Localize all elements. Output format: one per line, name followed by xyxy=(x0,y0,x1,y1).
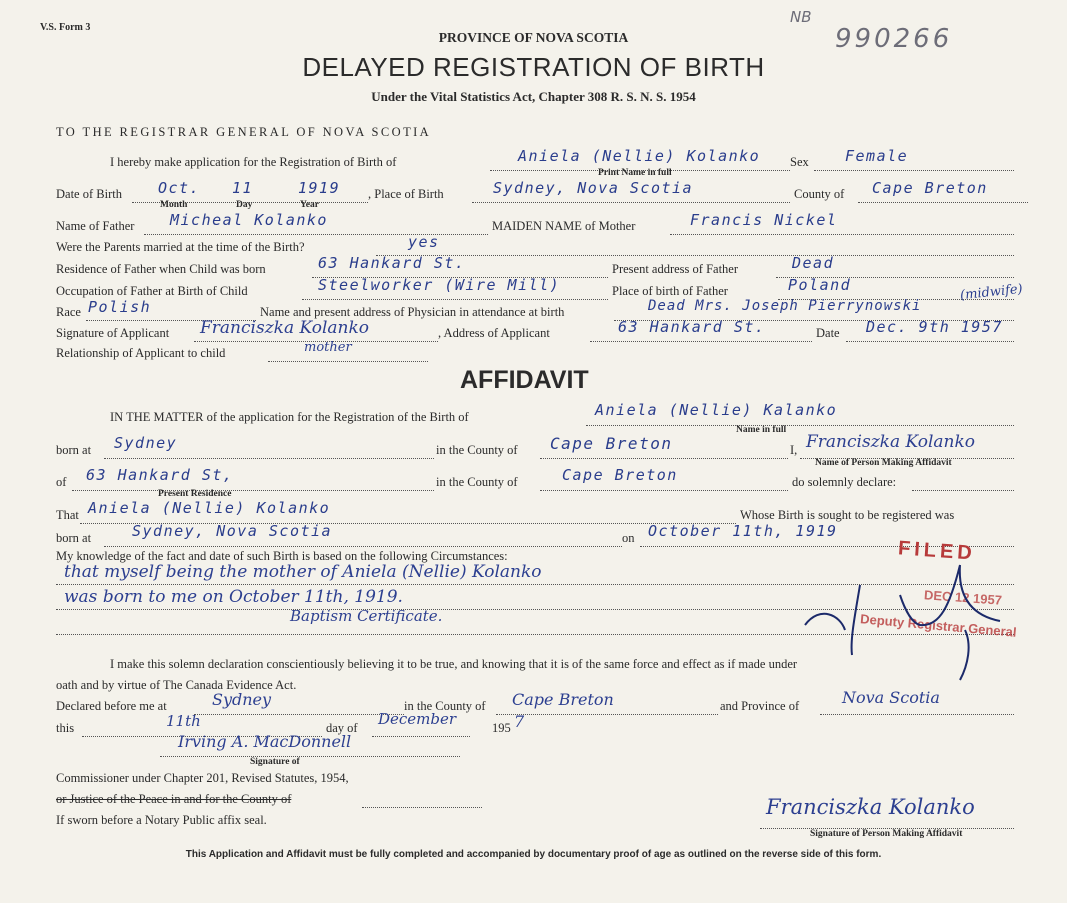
on-date: October 11th, 1919 xyxy=(648,522,838,540)
applicant-addr-value: 63 Hankard St. xyxy=(618,318,766,336)
deponent-signature: Franciszka Kolanko xyxy=(766,795,975,819)
commissioner-signature: Irving A. MacDonnell xyxy=(178,732,352,751)
apply-label: I hereby make application for the Registration of Birth of xyxy=(110,155,397,169)
print-name-hint: Print Name in full xyxy=(598,168,672,178)
father-label: Name of Father xyxy=(56,219,135,233)
notary-note: If sworn before a Notary Public affix seal. xyxy=(56,813,267,827)
relationship-label: Relationship of Applicant to child xyxy=(56,346,226,360)
date-value: Dec. 9th 1957 xyxy=(866,318,1003,336)
signature-of-hint: Signature of xyxy=(250,757,300,767)
relationship-value: mother xyxy=(304,340,352,355)
affidavit-title: AFFIDAVIT xyxy=(460,366,589,394)
registrar-initials-mark xyxy=(800,555,1030,685)
deponent-name: Franciszka Kolanko xyxy=(806,432,976,452)
county-label: County of xyxy=(794,187,845,201)
day-hint: Day xyxy=(236,200,253,210)
res-county-value: Cape Breton xyxy=(562,466,678,484)
born-at2-label: born at xyxy=(56,531,92,545)
sex-label: Sex xyxy=(790,155,809,169)
circumstance-line-1: that myself being the mother of Aniela (Nellie) Kolanko xyxy=(64,562,542,582)
this-day: 11th xyxy=(166,712,201,730)
filed-date-stamp: DEC 12 1957 xyxy=(923,587,1003,608)
married-value: yes xyxy=(408,233,440,251)
born-at-label: born at xyxy=(56,443,92,457)
year-hint: Year xyxy=(300,200,319,210)
year-suffix: 7 xyxy=(514,712,525,731)
place-label: , Place of Birth xyxy=(368,187,444,201)
solemn-line-1: I make this solemn declaration conscientiously believing it to be true, and knowing that it is of the same force and effect as if made under xyxy=(110,657,798,671)
date-label: Date xyxy=(816,326,840,340)
deputy-registrar-stamp: Deputy Registrar General xyxy=(859,611,1018,640)
dob-month: Oct. xyxy=(158,179,201,197)
matter-label: IN THE MATTER of the application for the Registration of the Birth of xyxy=(110,410,469,424)
born-county-label: in the County of xyxy=(436,443,518,457)
father-birth-label: Place of birth of Father xyxy=(612,284,728,298)
this-label: this xyxy=(56,721,75,735)
commissioner-line-1: Commissioner under Chapter 201, Revised Statutes, 1954, xyxy=(56,771,349,785)
form-title: DELAYED REGISTRATION OF BIRTH xyxy=(302,52,765,82)
ref-number: 990266 xyxy=(835,24,953,54)
month-hint: Month xyxy=(160,200,188,210)
sig-label: Signature of Applicant xyxy=(56,326,170,340)
dob-year: 1919 xyxy=(298,179,341,197)
declared-label: Declared before me at xyxy=(56,699,167,713)
father-value: Micheal Kolanko xyxy=(170,211,328,229)
born-at-value: Sydney xyxy=(114,434,178,452)
applicant-addr-label: , Address of Applicant xyxy=(438,326,550,340)
day-of-label: day of xyxy=(326,721,358,735)
circumstance-line-2: was born to me on October 11th, 1919. xyxy=(64,587,403,607)
deponent-hint: Name of Person Making Affidavit xyxy=(815,458,952,468)
matter-name: Aniela (Nellie) Kalanko xyxy=(595,401,838,419)
ref-nb: NB xyxy=(790,8,812,26)
race-value: Polish xyxy=(88,298,152,316)
knowledge-label: My knowledge of the fact and date of such Birth is based on the following Circumstances: xyxy=(56,549,508,563)
that-label: That xyxy=(56,508,79,522)
filed-stamp: FILED xyxy=(897,537,977,565)
footer-note: This Application and Affidavit must be fully completed and accompanied by documentary proof of age as outlined on the reverse side of this form. xyxy=(185,849,882,860)
residence-label: Residence of Father when Child was born xyxy=(56,262,266,276)
to-registrar: TO THE REGISTRAR GENERAL OF NOVA SCOTIA xyxy=(56,125,432,139)
married-label: Were the Parents married at the time of the Birth? xyxy=(56,240,305,254)
race-label: Race xyxy=(56,305,81,319)
act-subtitle: Under the Vital Statistics Act, Chapter 308 R. S. N. S. 1954 xyxy=(371,89,696,104)
that-name: Aniela (Nellie) Kolanko xyxy=(88,499,331,517)
form-number: V.S. Form 3 xyxy=(40,22,91,33)
of-label: of xyxy=(56,475,67,489)
decl-county-label: in the County of xyxy=(404,699,486,713)
res-county-label: in the County of xyxy=(436,475,518,489)
physician-label: Name and present address of Physician in attendance at birth xyxy=(260,305,565,319)
dob-label: Date of Birth xyxy=(56,187,122,201)
present-father-label: Present address of Father xyxy=(612,262,739,276)
declare-label: do solemnly declare: xyxy=(792,475,897,489)
child-name: Aniela (Nellie) Kolanko xyxy=(518,147,761,165)
occupation-value: Steelworker (Wire Mill) xyxy=(318,276,561,294)
circumstance-line-3: Baptism Certificate. xyxy=(290,607,443,625)
solemn-line-2: oath and by virtue of The Canada Evidence Act. xyxy=(56,678,297,692)
year-prefix: 195 xyxy=(492,721,511,735)
declared-at: Sydney xyxy=(212,690,272,709)
born-at2-value: Sydney, Nova Scotia xyxy=(132,522,333,540)
name-full-hint: Name in full xyxy=(736,425,787,435)
province-heading: PROVINCE OF NOVA SCOTIA xyxy=(438,30,629,45)
month-value: December xyxy=(378,710,457,728)
place-value: Sydney, Nova Scotia xyxy=(493,179,694,197)
father-birth-value: Poland xyxy=(788,276,852,294)
i-label: I, xyxy=(790,443,798,457)
deponent-sig-hint: Signature of Person Making Affidavit xyxy=(810,829,963,839)
county-value: Cape Breton xyxy=(872,179,988,197)
applicant-signature: Franciszka Kolanko xyxy=(200,318,370,338)
on-label: on xyxy=(622,531,635,545)
occupation-label: Occupation of Father at Birth of Child xyxy=(56,284,248,298)
physician-note: (midwife) xyxy=(959,281,1024,304)
present-father-value: Dead xyxy=(792,254,835,272)
mother-value: Francis Nickel xyxy=(690,211,838,229)
dob-day: 11 xyxy=(232,179,254,197)
physician-value: Dead Mrs. Joseph Pierrynowski xyxy=(648,298,922,314)
born-county-value: Cape Breton xyxy=(550,434,673,453)
present-res-hint: Present Residence xyxy=(158,489,232,499)
province-label: and Province of xyxy=(720,699,800,713)
province-value: Nova Scotia xyxy=(842,688,940,707)
mother-label: MAIDEN NAME of Mother xyxy=(492,219,636,233)
residence-value: 63 Hankard St. xyxy=(318,254,466,272)
commissioner-line-2: or Justice of the Peace in and for the County of xyxy=(56,792,292,806)
sex-value: Female xyxy=(845,147,909,165)
whose-label: Whose Birth is sought to be registered was xyxy=(740,508,955,522)
of-addr-value: 63 Hankard St, xyxy=(86,466,234,484)
decl-county-value: Cape Breton xyxy=(512,690,614,709)
